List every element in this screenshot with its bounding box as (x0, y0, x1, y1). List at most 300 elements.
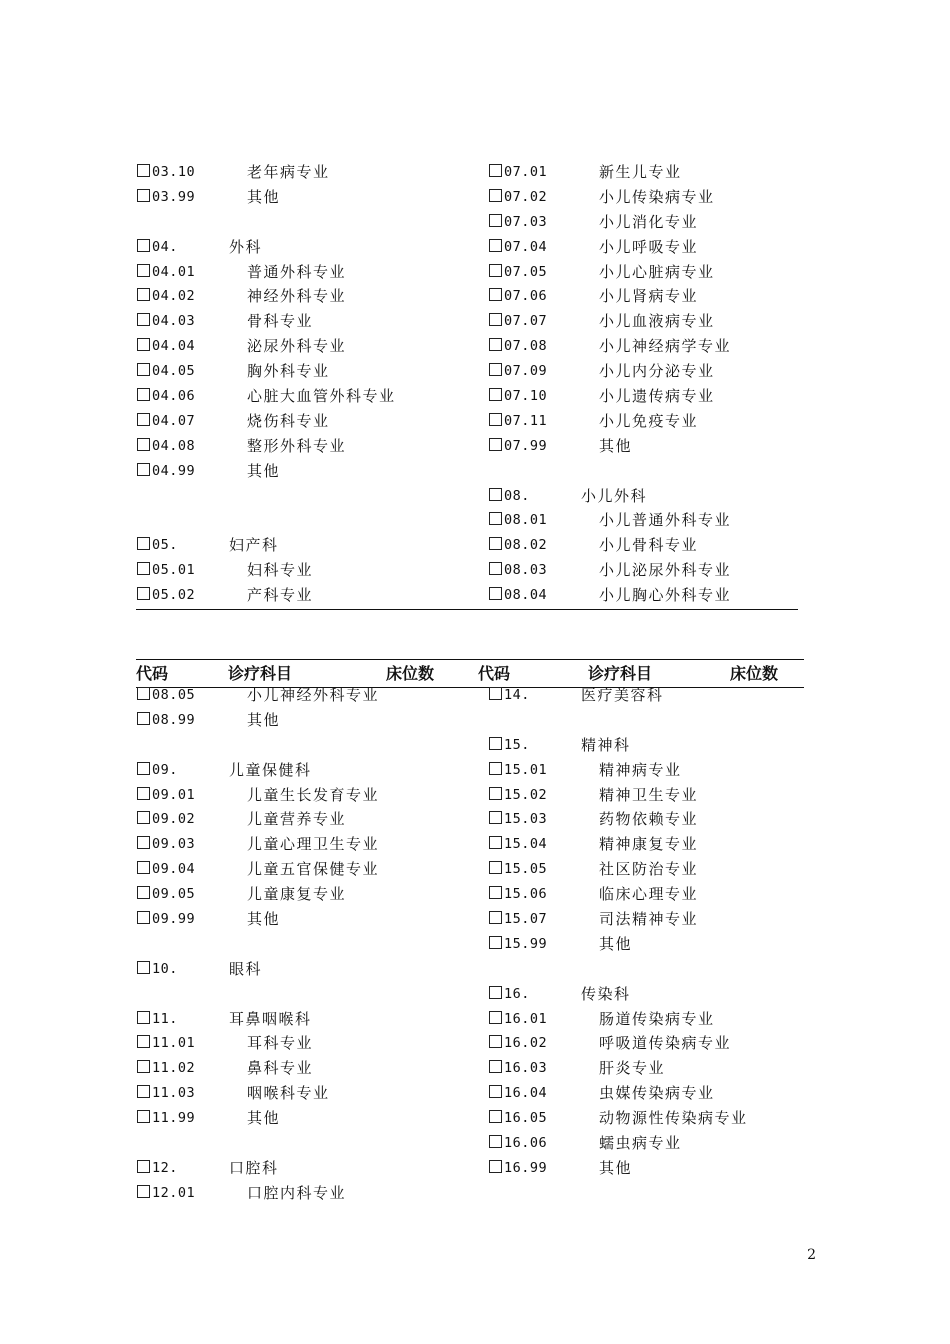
item-code-text: 07.04 (504, 238, 548, 255)
checkbox-icon[interactable] (489, 189, 502, 202)
item-code (489, 1007, 547, 1032)
list-item (137, 832, 467, 857)
list-item (137, 957, 467, 982)
list-item (489, 533, 819, 558)
item-code-text: 14. (504, 687, 530, 703)
item-code-text: 04.01 (152, 263, 196, 280)
checkbox-icon[interactable] (137, 562, 150, 575)
item-code-text: 08.03 (504, 562, 548, 579)
item-name: 其他 (599, 934, 633, 953)
item-code-text: 15.06 (504, 886, 548, 903)
item-code (137, 1081, 195, 1106)
checkbox-icon[interactable] (489, 537, 502, 550)
item-code (137, 185, 195, 210)
item-name: 泌尿外科专业 (247, 337, 347, 356)
item-code-text: 04. (152, 238, 178, 255)
item-code (137, 558, 195, 583)
item-code-text: 15.03 (504, 811, 548, 828)
item-code-text: 07.02 (504, 188, 548, 205)
list-item (489, 384, 819, 409)
item-code-text: 16.02 (504, 1035, 548, 1052)
item-name: 整形外科专业 (247, 436, 347, 455)
list-item (137, 1106, 467, 1131)
item-code (137, 235, 178, 260)
item-code-text: 16.01 (504, 1010, 548, 1027)
item-name: 小儿心脏病专业 (599, 262, 715, 281)
checkbox-icon[interactable] (137, 363, 150, 376)
item-code-text: 11.01 (152, 1035, 196, 1052)
checkbox-icon[interactable] (489, 836, 502, 849)
list-item (137, 1031, 467, 1056)
item-name: 小儿神经病学专业 (599, 337, 732, 356)
checkbox-icon[interactable] (489, 313, 502, 326)
list-item (489, 1131, 819, 1156)
checkbox-icon[interactable] (489, 562, 502, 575)
list-item (489, 210, 819, 235)
blank-row (489, 708, 819, 733)
item-code (137, 1031, 195, 1056)
item-name: 耳鼻咽喉科 (229, 1009, 312, 1028)
item-code (137, 882, 195, 907)
item-code (137, 309, 195, 334)
item-name: 肝炎专业 (599, 1059, 666, 1078)
item-code (489, 683, 530, 708)
item-code (489, 284, 547, 309)
item-code-text: 08.02 (504, 537, 548, 554)
item-name: 其他 (247, 1109, 281, 1128)
item-code (489, 832, 547, 857)
item-code-text: 08. (504, 487, 530, 504)
checkbox-icon[interactable] (137, 537, 150, 550)
checkbox-icon[interactable] (137, 587, 150, 600)
item-code-text: 09.01 (152, 786, 196, 803)
item-name: 口腔内科专业 (247, 1183, 347, 1202)
checkbox-icon[interactable] (137, 413, 150, 426)
checkbox-icon[interactable] (489, 512, 502, 525)
item-code-text: 05.01 (152, 562, 196, 579)
item-code (137, 857, 195, 882)
list-item (489, 683, 819, 708)
item-code (489, 309, 547, 334)
item-code-text: 04.02 (152, 288, 196, 305)
item-code-text: 09.05 (152, 886, 196, 903)
checkbox-icon[interactable] (137, 712, 150, 725)
list-item (137, 260, 467, 285)
checkbox-icon[interactable] (489, 811, 502, 824)
item-name: 儿童心理卫生专业 (247, 835, 380, 854)
checkbox-icon[interactable] (137, 1035, 150, 1048)
item-code (489, 907, 547, 932)
item-code-text: 04.06 (152, 388, 196, 405)
list-item (137, 533, 467, 558)
item-code (489, 384, 547, 409)
item-name: 妇产科 (229, 536, 279, 555)
item-code-text: 07.11 (504, 412, 548, 429)
item-name: 小儿肾病专业 (599, 287, 699, 306)
checkbox-icon[interactable] (489, 687, 502, 700)
item-code (137, 683, 195, 708)
list-item (489, 160, 819, 185)
list-item (489, 185, 819, 210)
checkbox-icon[interactable] (137, 1185, 150, 1198)
top-left-column (137, 160, 467, 608)
item-code (137, 284, 195, 309)
item-code-text: 03.10 (152, 164, 196, 180)
checkbox-icon[interactable] (489, 438, 502, 451)
item-code-text: 11.02 (152, 1060, 196, 1077)
list-item (489, 508, 819, 533)
list-item (137, 459, 467, 484)
item-name: 外科 (229, 237, 263, 256)
checkbox-icon[interactable] (137, 861, 150, 874)
item-name: 司法精神专业 (599, 910, 699, 929)
item-code (489, 533, 547, 558)
checkbox-icon[interactable] (489, 1135, 502, 1148)
item-code-text: 08.01 (504, 512, 548, 529)
item-code-text: 07.09 (504, 363, 548, 380)
item-name: 小儿外科 (581, 486, 648, 505)
item-code-text: 07.05 (504, 263, 548, 280)
list-item (489, 783, 819, 808)
item-name: 口腔科 (229, 1158, 279, 1177)
blank-row (137, 1131, 467, 1156)
item-code-text: 07.08 (504, 338, 548, 355)
bottom-right-column (489, 683, 819, 1181)
item-code (489, 160, 547, 185)
checkbox-icon[interactable] (489, 587, 502, 600)
item-code (489, 1056, 547, 1081)
checkbox-icon[interactable] (137, 911, 150, 924)
checkbox-icon[interactable] (489, 413, 502, 426)
item-code (137, 708, 195, 733)
blank-row (137, 733, 467, 758)
list-item (137, 783, 467, 808)
item-name: 儿童保健科 (229, 760, 312, 779)
item-code (489, 359, 547, 384)
checkbox-icon[interactable] (489, 1011, 502, 1024)
item-code-text: 16.06 (504, 1135, 548, 1152)
item-code (137, 832, 195, 857)
checkbox-icon[interactable] (137, 961, 150, 974)
item-name: 精神卫生专业 (599, 785, 699, 804)
list-item (489, 1081, 819, 1106)
checkbox-icon[interactable] (489, 1060, 502, 1073)
item-code (489, 235, 547, 260)
item-code-text: 07.07 (504, 313, 548, 330)
item-name: 药物依赖专业 (599, 810, 699, 829)
item-name: 小儿免疫专业 (599, 411, 699, 430)
item-code (137, 434, 195, 459)
list-item (137, 309, 467, 334)
item-code (137, 1056, 195, 1081)
list-item (489, 1156, 819, 1181)
item-name: 神经外科专业 (247, 287, 347, 306)
item-name: 小儿神经外科专业 (247, 686, 380, 704)
checkbox-icon[interactable] (489, 886, 502, 899)
item-code-text: 05.02 (152, 587, 196, 604)
list-item (137, 1007, 467, 1032)
item-code (137, 409, 195, 434)
checkbox-icon[interactable] (137, 438, 150, 451)
list-item (489, 260, 819, 285)
checkbox-icon[interactable] (489, 861, 502, 874)
checkbox-icon[interactable] (137, 811, 150, 824)
list-item (137, 434, 467, 459)
item-name: 虫媒传染病专业 (599, 1084, 715, 1103)
item-name: 老年病专业 (247, 163, 330, 181)
item-code-text: 05. (152, 537, 178, 554)
item-code-text: 07.01 (504, 164, 548, 180)
item-name: 小儿遗传病专业 (599, 387, 715, 406)
checkbox-icon[interactable] (137, 463, 150, 476)
item-name: 小儿普通外科专业 (599, 511, 732, 530)
list-item (137, 857, 467, 882)
list-item (489, 733, 819, 758)
checkbox-icon[interactable] (137, 338, 150, 351)
checkbox-icon[interactable] (137, 762, 150, 775)
item-code (137, 1007, 178, 1032)
checkbox-icon[interactable] (489, 363, 502, 376)
list-item (137, 235, 467, 260)
checkbox-icon[interactable] (137, 1160, 150, 1173)
page-number: 2 (807, 1247, 816, 1263)
item-code (489, 982, 530, 1007)
item-code (489, 733, 530, 758)
list-item (489, 484, 819, 509)
item-code-text: 07.10 (504, 388, 548, 405)
item-code-text: 04.04 (152, 338, 196, 355)
list-item (137, 558, 467, 583)
checkbox-icon[interactable] (137, 239, 150, 252)
list-item (489, 857, 819, 882)
item-name: 胸外科专业 (247, 362, 330, 381)
item-code-text: 04.05 (152, 363, 196, 380)
checkbox-icon[interactable] (137, 1110, 150, 1123)
header-subject-2: 诊疗科目 (588, 664, 653, 683)
item-code-text: 15.04 (504, 836, 548, 853)
list-item (489, 558, 819, 583)
item-name: 小儿血液病专业 (599, 312, 715, 331)
header-beds-2: 床位数 (730, 664, 779, 683)
item-code-text: 16.04 (504, 1085, 548, 1102)
checkbox-icon[interactable] (137, 687, 150, 700)
item-name: 咽喉科专业 (247, 1084, 330, 1103)
item-name: 儿童康复专业 (247, 885, 347, 904)
item-code (137, 160, 195, 185)
item-name: 其他 (247, 710, 281, 729)
bottom-left-column (137, 683, 467, 1206)
item-code (489, 260, 547, 285)
item-code (137, 533, 178, 558)
list-item (137, 284, 467, 309)
list-item (489, 434, 819, 459)
item-name: 蠕虫病专业 (599, 1134, 682, 1153)
item-code-text: 03.99 (152, 188, 196, 205)
list-item (489, 409, 819, 434)
item-code-text: 08.04 (504, 587, 548, 604)
list-item (489, 1007, 819, 1032)
checkbox-icon[interactable] (137, 1011, 150, 1024)
checkbox-icon[interactable] (137, 1060, 150, 1073)
item-name: 普通外科专业 (247, 262, 347, 281)
header-code-1: 代码 (136, 664, 169, 683)
blank-row (137, 982, 467, 1007)
checkbox-icon[interactable] (137, 388, 150, 401)
item-code-text: 09. (152, 761, 178, 778)
blank-row (137, 484, 467, 509)
item-code-text: 07.03 (504, 213, 548, 230)
checkbox-icon[interactable] (489, 1110, 502, 1123)
item-code-text: 04.03 (152, 313, 196, 330)
checkbox-icon[interactable] (489, 214, 502, 227)
item-code-text: 12. (152, 1159, 178, 1176)
list-item (489, 309, 819, 334)
blank-row (489, 957, 819, 982)
checkbox-icon[interactable] (137, 189, 150, 202)
item-name: 传染科 (581, 984, 631, 1003)
item-name: 医疗美容科 (581, 686, 664, 704)
item-code-text: 16.05 (504, 1110, 548, 1127)
item-name: 精神科 (581, 735, 631, 754)
item-name: 心脏大血管外科专业 (247, 387, 396, 406)
item-code-text: 15.07 (504, 911, 548, 928)
item-name: 临床心理专业 (599, 885, 699, 904)
item-name: 动物源性传染病专业 (599, 1109, 748, 1128)
item-code-text: 08.99 (152, 711, 196, 728)
item-name: 眼科 (229, 959, 263, 978)
item-code (489, 758, 547, 783)
checkbox-icon[interactable] (489, 986, 502, 999)
item-code-text: 15.02 (504, 786, 548, 803)
item-name: 耳科专业 (247, 1034, 314, 1053)
item-code (489, 558, 547, 583)
list-item (137, 583, 467, 608)
item-code-text: 09.03 (152, 836, 196, 853)
checkbox-icon[interactable] (489, 737, 502, 750)
list-item (137, 359, 467, 384)
top-right-column (489, 160, 819, 608)
item-name: 精神康复专业 (599, 835, 699, 854)
checkbox-icon[interactable] (489, 1085, 502, 1098)
item-name: 其他 (247, 910, 281, 929)
item-name: 小儿传染病专业 (599, 187, 715, 206)
blank-row (137, 210, 467, 235)
checkbox-icon[interactable] (489, 762, 502, 775)
checkbox-icon[interactable] (489, 1160, 502, 1173)
checkbox-icon[interactable] (137, 313, 150, 326)
checkbox-icon[interactable] (489, 911, 502, 924)
list-item (489, 334, 819, 359)
item-code (489, 1031, 547, 1056)
item-code (137, 583, 195, 608)
list-item (137, 334, 467, 359)
checkbox-icon[interactable] (489, 1035, 502, 1048)
item-name: 烧伤科专业 (247, 411, 330, 430)
checkbox-icon[interactable] (489, 264, 502, 277)
item-code (489, 484, 530, 509)
item-name: 其他 (599, 1158, 633, 1177)
item-name: 小儿胸心外科专业 (599, 586, 732, 605)
item-name: 儿童五官保健专业 (247, 860, 380, 879)
item-code-text: 08.05 (152, 687, 196, 703)
list-item (137, 1081, 467, 1106)
checkbox-icon[interactable] (489, 164, 502, 177)
checkbox-icon[interactable] (489, 388, 502, 401)
item-code (489, 1081, 547, 1106)
list-item (137, 807, 467, 832)
blank-row (137, 932, 467, 957)
item-code-text: 09.04 (152, 861, 196, 878)
item-code-text: 09.99 (152, 911, 196, 928)
checkbox-icon[interactable] (137, 787, 150, 800)
item-code-text: 07.06 (504, 288, 548, 305)
item-code (137, 334, 195, 359)
list-item (489, 359, 819, 384)
item-code-text: 11.99 (152, 1110, 196, 1127)
checkbox-icon[interactable] (489, 239, 502, 252)
checkbox-icon[interactable] (489, 338, 502, 351)
item-code-text: 10. (152, 960, 178, 977)
list-item (137, 708, 467, 733)
checkbox-icon[interactable] (489, 787, 502, 800)
checkbox-icon[interactable] (137, 1085, 150, 1098)
list-item (137, 384, 467, 409)
item-name: 儿童生长发育专业 (247, 785, 380, 804)
checkbox-icon[interactable] (489, 488, 502, 501)
header-beds-1: 床位数 (386, 664, 435, 683)
item-code (489, 807, 547, 832)
item-code-text: 16.99 (504, 1159, 548, 1176)
checkbox-icon[interactable] (137, 164, 150, 177)
item-name: 小儿呼吸专业 (599, 237, 699, 256)
checkbox-icon[interactable] (489, 936, 502, 949)
list-item (489, 982, 819, 1007)
list-item (137, 683, 467, 708)
item-code-text: 11. (152, 1010, 178, 1027)
list-item (489, 882, 819, 907)
checkbox-icon[interactable] (137, 288, 150, 301)
checkbox-icon[interactable] (137, 836, 150, 849)
checkbox-icon[interactable] (489, 288, 502, 301)
item-code (137, 783, 195, 808)
list-item (489, 907, 819, 932)
item-code (489, 210, 547, 235)
item-name: 肠道传染病专业 (599, 1009, 715, 1028)
item-code (489, 185, 547, 210)
item-code (489, 882, 547, 907)
item-code (137, 957, 178, 982)
list-item (489, 758, 819, 783)
item-code-text: 15. (504, 736, 530, 753)
item-code (489, 783, 547, 808)
checkbox-icon[interactable] (137, 886, 150, 899)
item-name: 社区防治专业 (599, 860, 699, 879)
item-code-text: 09.02 (152, 811, 196, 828)
item-name: 儿童营养专业 (247, 810, 347, 829)
item-code-text: 07.99 (504, 437, 548, 454)
list-item (137, 1181, 467, 1206)
item-code-text: 12.01 (152, 1184, 196, 1201)
list-item (489, 1106, 819, 1131)
item-code-text: 15.05 (504, 861, 548, 878)
list-item (489, 832, 819, 857)
item-name: 其他 (247, 461, 281, 480)
top-table-bottom-rule (136, 609, 798, 610)
checkbox-icon[interactable] (137, 264, 150, 277)
item-code (489, 1131, 547, 1156)
header-code-2: 代码 (478, 664, 511, 683)
item-code (137, 1181, 195, 1206)
